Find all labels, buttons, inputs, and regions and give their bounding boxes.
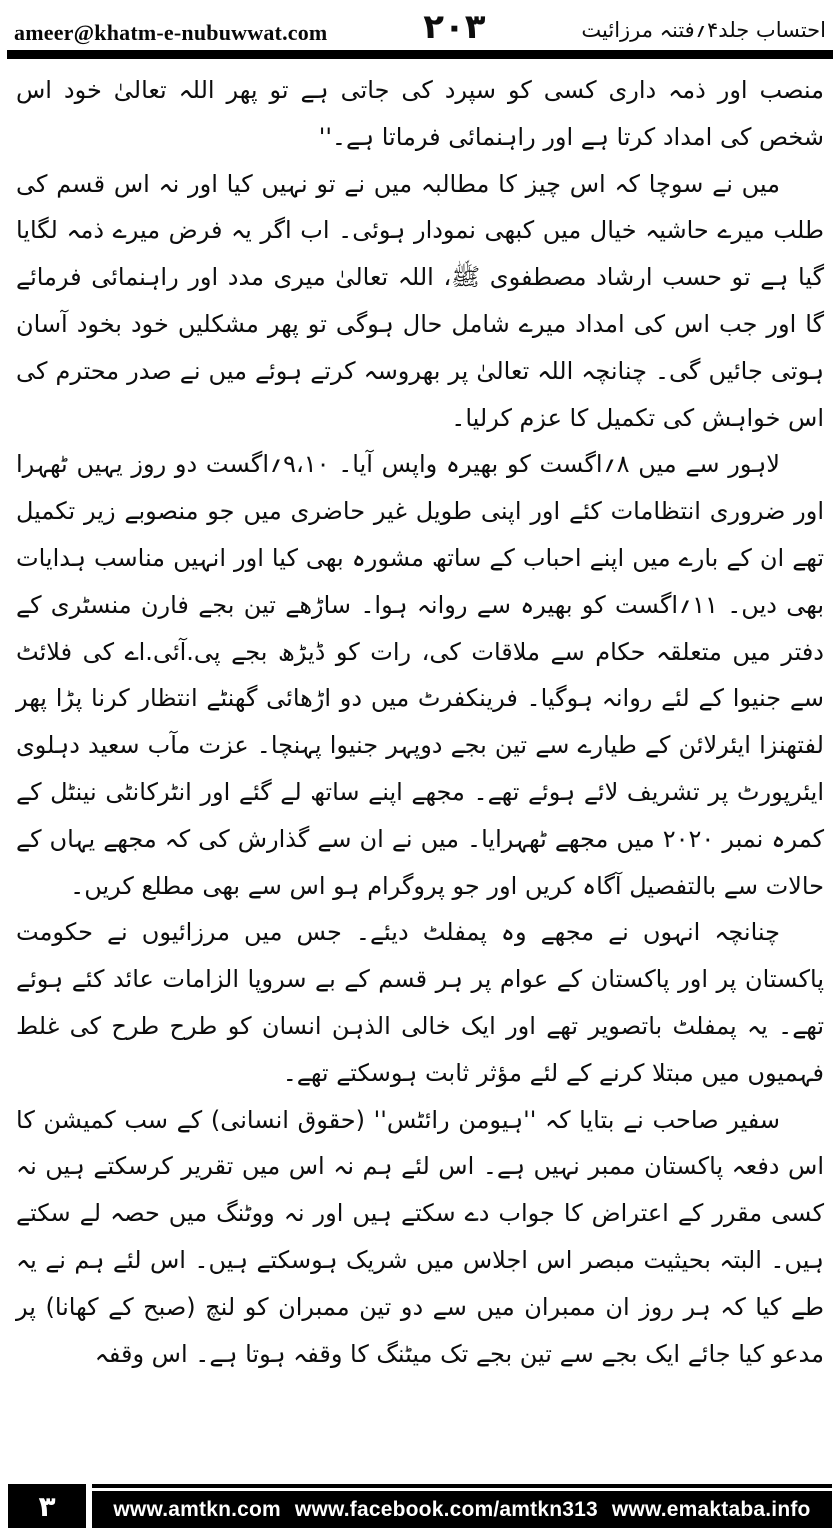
paragraph: چنانچہ انہوں نے مجھے وہ پمفلٹ دیئے۔ جس میں مرزائیوں نے حکومت پاکستان پر اور پاکستان کے عوام پر ہر قسم کے بے سروپا الزامات عائد کئے ہوئے تھے۔ یہ پمفلٹ باتصویر تھے اور ایک خالی الذہن انسان کو طرح طرح کی غلط فہمیوں میں مبتلا کرنے کے لئے مؤثر ثابت ہوسکتے تھے۔ <box>16 918 824 1087</box>
paragraph: سفیر صاحب نے بتایا کہ ''ہیومن رائٹس'' (حقوق انسانی) کے سب کمیشن کا اس دفعہ پاکستان ممبر نہیں ہے۔ اس لئے ہم نہ اس میں تقریر کرسکتے ہیں نہ کسی مقرر کے اعتراض کا جواب دے سکتے ہیں اور نہ ووٹنگ میں حصہ لے سکتے ہیں۔ البتہ بحیثیت مبصر اس اجلاس میں شریک ہوسکتے ہیں۔ اس لئے ہم نے یہ طے کیا کہ ہر روز ان ممبران میں سے دو تین ممبران کو لنچ (صبح کے کھانا) پر مدعو کیا جائے ایک بجے سے تین بجے تک میٹنگ کا وقفہ ہوتا ہے۔ اس وقفہ <box>16 1105 824 1368</box>
header-rule <box>7 50 833 59</box>
header-email: ameer@khatm-e-nubuwwat.com <box>14 20 328 45</box>
footer-link-amtkn: www.amtkn.com <box>113 1497 281 1521</box>
paragraph: لاہور سے میں ۸؍اگست کو بھیرہ واپس آیا۔ ۹،۱۰؍اگست دو روز یہیں ٹھہرا اور ضروری انتظامات کئے اور اپنی طویل غیر حاضری میں جو منصوبے زیر تکمیل تھے ان کے بارے میں اپنے احباب کے ساتھ مشورہ بھی کیا اور انہیں مناسب ہدایات بھی دیں۔ ۱۱؍اگست کو بھیرہ سے روانہ ہوا۔ ساڑھے تین بجے فارن منسٹری کے دفتر میں متعلقہ حکام سے ملاقات کی، رات کو ڈیڑھ بجے پی.آئی.اے کی فلائٹ سے جنیوا کے لئے روانہ ہوگیا۔ فرینکفرٹ میں دو اڑھائی گھنٹے انتظار کرنا پڑا پھر لفتھنزا ایئرلائن کے طیارے سے تین بجے دوپہر جنیوا پہنچا۔ عزت مآب سعید دہلوی ایئرپورٹ پر تشریف لائے ہوئے تھے۔ مجھے اپنے ساتھ لے گئے اور انٹرکانٹی نینٹل کے کمرہ نمبر ۲۰۲۰ میں مجھے ٹھہرایا۔ میں نے ان سے گذارش کی کہ مجھے یہاں کے حالات سے بالتفصیل آگاہ کریں اور جو پروگرام ہو اس سے بھی مطلع کریں۔ <box>16 450 825 900</box>
footer-link-emaktaba: www.emaktaba.info <box>611 1497 811 1521</box>
paragraph: منصب اور ذمہ داری کسی کو سپرد کی جاتی ہے تو پھر اللہ تعالیٰ خود اس شخص کی امداد کرتا ہے اور راہنمائی فرماتا ہے۔'' <box>16 76 825 151</box>
footer-page-number: ۳ <box>8 1484 86 1528</box>
book-title: احتساب جلد۴؍فتنہ مرزائیت <box>581 18 826 42</box>
body-text <box>0 59 840 1377</box>
page-header <box>0 0 840 48</box>
paragraph: میں نے سوچا کہ اس چیز کا مطالبہ میں نے تو نہیں کیا اور نہ اس قسم کی طلب میرے حاشیہ خیال میں کبھی نمودار ہوئی۔ اب اگر یہ فرض میرے ذمہ لگایا گیا ہے تو حسب ارشاد مصطفوی ﷺ، اللہ تعالیٰ میری مدد اور راہنمائی فرمائے گا اور جب اس کی امداد میرے شامل حال ہوگی تو پھر مشکلیں خود بخود آسان ہوتی جائیں گی۔ چنانچہ اللہ تعالیٰ پر بھروسہ کرتے ہوئے میں نے صدر محترم کی اس خواہش کی تکمیل کا عزم کرلیا۔ <box>16 169 824 432</box>
footer-links-bar <box>92 1484 832 1528</box>
footer-link-facebook: www.facebook.com/amtkn313 <box>294 1497 598 1521</box>
footer-links <box>92 1491 832 1528</box>
page-number: ۲۰۳ <box>423 7 486 47</box>
page-footer <box>0 1484 840 1528</box>
